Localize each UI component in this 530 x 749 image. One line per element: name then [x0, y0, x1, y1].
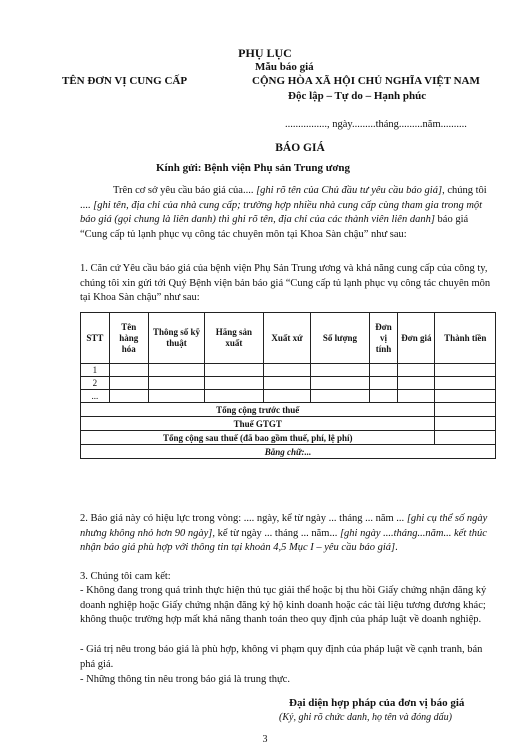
row-stt: 1: [81, 364, 110, 377]
signature-note: (Ký, ghi rõ chức danh, họ tên và đóng dấu): [279, 712, 452, 723]
table-row: [81, 390, 496, 403]
col-header-quantity: Số lượng: [311, 313, 369, 364]
intro-text-b: , chúng tôi ....: [80, 185, 487, 211]
col-header-amount: Thành tiền: [435, 313, 496, 364]
validity-text-b-italic: [ghi ngày ....tháng...năm... kết thúc nhận báo giá phù hợp với thông tin tại khoản 4,5 Mục I – yêu cầu báo giá]: [80, 527, 487, 554]
table-row: [81, 364, 496, 377]
amount-in-words: Bằng chữ:...: [81, 445, 496, 459]
greeting: Kính gửi: Bệnh viện Phụ sản Trung ương: [156, 162, 351, 174]
pre-tax-total-label: Tổng cộng trước thuế: [81, 403, 435, 417]
validity-text-c: .: [395, 542, 398, 554]
form-title: Mẫu báo giá: [255, 61, 314, 73]
page-number: 3: [262, 734, 268, 745]
validity-text-a: 2. Báo giá này có hiệu lực trong vòng: .... ngày, kể từ ngày ... tháng ... năm ...: [80, 513, 407, 524]
col-header-manufacturer: Hãng sản xuất: [205, 313, 263, 364]
vat-label: Thuế GTGT: [81, 417, 435, 431]
col-header-stt: STT: [81, 313, 110, 364]
paragraph-1: 1. Căn cứ Yêu cầu báo giá của bệnh viện Phụ Sản Trung ương và khả năng cung cấp của công ty, chúng tôi xin gửi tới Quý Bệnh viện bản báo giá “Cung cấp tủ lạnh phục vụ công tác chuyên môn tại Khoa Sàn chậu” như sau:: [80, 263, 491, 304]
row-stt: 2: [81, 377, 110, 390]
amount-in-words-row: [81, 445, 496, 459]
quote-table: [80, 312, 496, 459]
commitment-1: - Không đang trong quá trình thực hiện thủ tục giải thể hoặc bị thu hồi Giấy chứng nhận đăng ký doanh nghiệp hoặc Giấy chứng nhận đăng ký hộ kinh doanh hoặc các tài liệu tương đương khác; không thuộc trường hợp mất khả năng thanh toán theo quy định của pháp luật về doanh nghiệp.: [80, 585, 487, 626]
table-header-row: [81, 313, 496, 364]
paragraph-2: [80, 512, 498, 556]
intro-text-b-italic: [ghi tên, địa chỉ của nhà cung cấp; trường hợp nhiều nhà cung cấp cùng tham gia trong một báo giá (gọi chung là liên danh) thì ghi rõ tên, địa chỉ của các thành viên liên danh]: [80, 199, 483, 226]
col-header-item-name: Tên hàng hóa: [109, 313, 148, 364]
nation-title: CỘNG HÒA XÃ HỘI CHỦ NGHĨA VIỆT NAM: [252, 75, 480, 87]
intro-text-a-italic: [ghi rõ tên của Chủ đầu tư yêu cầu báo giá]: [256, 185, 443, 196]
motto: Độc lập – Tự do – Hạnh phúc: [288, 90, 427, 102]
paragraph-3: 3. Chúng tôi cam kết:: [80, 571, 171, 582]
intro-paragraph: [80, 184, 498, 242]
validity-text-b: , kể từ ngày ... tháng ... năm...: [212, 527, 340, 539]
col-header-unit-price: Đơn giá: [398, 313, 435, 364]
intro-text-a: Trên cơ sở yêu cầu báo giá của....: [113, 185, 257, 196]
intro-text-c: báo giá “Cung cấp tủ lạnh phục vụ công tác chuyên môn tại Khoa Sàn chậu” như sau:: [80, 214, 469, 240]
commitment-2: - Giá trị nêu trong báo giá là phù hợp, không vi phạm quy định của pháp luật về cạnh tranh, bán phá giá.: [80, 644, 483, 670]
after-tax-total-row: [81, 431, 496, 445]
date-line: ................, ngày.........tháng.........năm..........: [285, 119, 467, 130]
table-row: [81, 377, 496, 390]
document-title: BÁO GIÁ: [275, 142, 325, 154]
appendix-title: PHỤ LỤC: [238, 46, 292, 60]
validity-text-a-italic: [ghi cụ thể số ngày nhưng không nhỏ hơn 90 ngày]: [80, 513, 488, 539]
vat-row: [81, 417, 496, 431]
signature-title: Đại diện hợp pháp của đơn vị báo giá: [289, 697, 465, 709]
col-header-specs: Thông số kỹ thuật: [148, 313, 204, 364]
commitment-3: - Những thông tin nêu trong báo giá là trung thực.: [80, 674, 290, 685]
pre-tax-total-row: [81, 403, 496, 417]
col-header-origin: Xuất xứ: [263, 313, 311, 364]
row-stt: ...: [81, 390, 110, 403]
after-tax-total-label: Tổng cộng sau thuế (đã bao gồm thuế, phí, lệ phí): [81, 431, 435, 445]
supplier-unit-label: TÊN ĐƠN VỊ CUNG CẤP: [62, 75, 188, 87]
col-header-unit: Đơn vị tính: [369, 313, 398, 364]
